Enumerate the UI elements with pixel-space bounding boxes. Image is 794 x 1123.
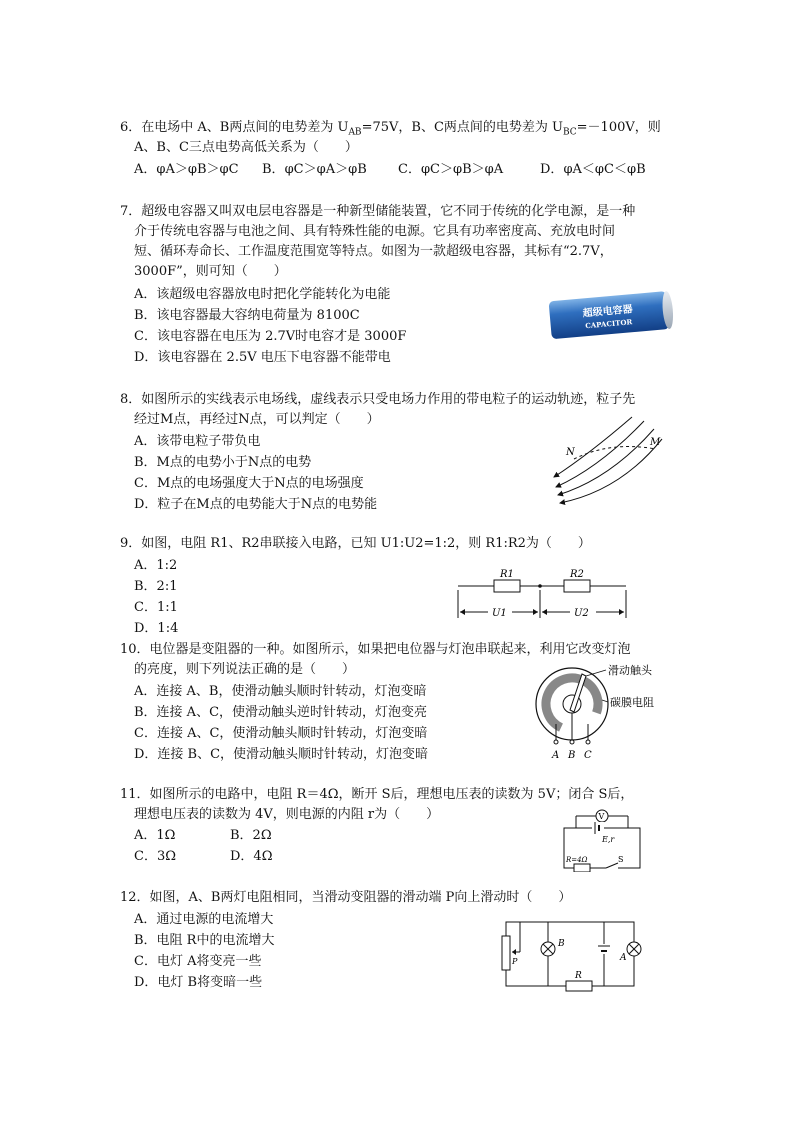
lamp-b-label: B xyxy=(558,939,565,949)
q10-stem-line: 10．电位器是变阻器的一种。如图所示，如果把电位器与灯泡串联起来，利用它改变灯泡 xyxy=(120,642,631,657)
field-line xyxy=(560,439,662,503)
slider-label: 滑动触头 xyxy=(608,664,652,677)
option-text: φA＞φB＞φC xyxy=(156,162,239,177)
q8-option-d[interactable]: D．粒子在M点的电势能大于N点的电势能 xyxy=(134,497,378,512)
q8-option-a[interactable]: A．该带电粒子带负电 xyxy=(134,434,261,449)
option-label: D． xyxy=(540,162,564,177)
resistor-r2 xyxy=(564,580,590,592)
q6-option-a[interactable] xyxy=(134,160,239,180)
q10-option-d[interactable]: D．连接 B、C，使滑动触头顺时针转动，灯泡变暗 xyxy=(134,747,429,762)
rheostat-slider xyxy=(512,949,516,955)
resistor-r1 xyxy=(494,580,520,592)
q10-stem-line: 的亮度，则下列说法正确的是（ ） xyxy=(134,662,356,677)
q6-stem-part: 6．在电场中 A、B两点间的电势差为 U xyxy=(120,120,349,135)
q9-option-d[interactable]: D．1:4 xyxy=(134,621,179,636)
potentiometer-diagram xyxy=(530,660,690,762)
option-text: φC＞φA＞φB xyxy=(284,162,367,177)
q10-option-c[interactable]: C．连接 A、C，使滑动触头顺时针转动，灯泡变暗 xyxy=(134,726,428,741)
terminal-b-label: B xyxy=(568,750,576,761)
q12-option-a[interactable]: A．通过电源的电流增大 xyxy=(134,912,274,927)
rheostat xyxy=(502,936,510,970)
resistor-r xyxy=(566,981,592,991)
q9-option-c[interactable]: C．1:1 xyxy=(134,600,178,615)
q11-option-b[interactable]: B．2Ω xyxy=(230,828,272,843)
lamp-a-label: A xyxy=(620,953,627,963)
capacitor-label-en: CAPACITOR xyxy=(584,317,633,331)
resistor-r xyxy=(574,864,590,872)
slider-p-label: P xyxy=(512,957,518,966)
q12-option-c[interactable]: C．电灯 A将变亮一些 xyxy=(134,954,262,969)
q9-option-a[interactable]: A．1:2 xyxy=(134,558,178,573)
q12-option-b[interactable]: B．电阻 R中的电流增大 xyxy=(134,933,275,948)
q11-option-a[interactable]: A．1Ω xyxy=(134,828,176,843)
q7-stem-line: 7．超级电容器又叫双电层电容器是一种新型储能装置，它不同于传统的化学电源，是一种 xyxy=(120,204,636,219)
q6-option-b[interactable] xyxy=(262,160,367,180)
q11-option-d[interactable]: D．4Ω xyxy=(230,849,273,864)
option-label: A． xyxy=(134,162,157,177)
q6-stem-sub: BC xyxy=(562,127,577,138)
electric-field-diagram xyxy=(540,415,670,505)
u2-label: U2 xyxy=(574,608,589,619)
q11-stem-line: 11．如图所示的电路中，电阻 R＝4Ω，断开 S后，理想电压表的读数为 5V；闭合 S后， xyxy=(120,787,634,802)
film-label: 碳膜电阻 xyxy=(610,696,654,709)
resistor-label: R=4Ω xyxy=(566,856,588,864)
q7-stem-line: 3000F”，则可知（ ） xyxy=(134,264,287,279)
point-n-label: N xyxy=(566,447,575,458)
terminal-c-label: C xyxy=(584,750,592,761)
q9-stem: 9．如图，电阻 R1、R2串联接入电路，已知 U1:U2=1:2，则 R1:R2为（ ） xyxy=(120,536,591,551)
option-text: φC＞φB＞φA xyxy=(420,162,504,177)
option-label: B． xyxy=(262,162,285,177)
q8-stem-line: 8．如图所示的实线表示电场线，虚线表示只受电场力作用的带电粒子的运动轨迹，粒子先 xyxy=(120,392,636,407)
q7-option-b[interactable]: B．该电容器最大容纳电荷量为 8100C xyxy=(134,308,360,323)
q8-stem-line: 经过M点，再经过N点，可以判定（ ） xyxy=(134,412,380,427)
q6-stem-line2: A、B、C三点电势高低关系为（ ） xyxy=(134,140,358,155)
q7-stem-line: 短、循环寿命长、工作温度范围宽等特点。如图为一款超级电容器，其标有“2.7V， xyxy=(134,244,613,259)
q6-stem-part: =－100V，则 xyxy=(576,120,661,135)
q11-circuit-diagram xyxy=(558,808,648,872)
q6-option-c[interactable] xyxy=(398,160,503,180)
q7-option-c[interactable]: C．该电容器在电压为 2.7V时电容才是 3000F xyxy=(134,329,407,344)
r1-label: R1 xyxy=(500,569,514,580)
q6-stem-sub: AB xyxy=(348,127,362,138)
q6-stem-part: =75V，B、C两点间的电势差为 U xyxy=(361,120,563,135)
voltmeter-label: V xyxy=(598,812,605,821)
option-label: C． xyxy=(398,162,421,177)
q11-stem-line: 理想电压表的读数为 4V，则电源的内阻 r为（ ） xyxy=(134,807,440,822)
resistor-r-label: R xyxy=(575,971,582,981)
q12-stem: 12．如图，A、B两灯电阻相同，当滑动变阻器的滑动端 P向上滑动时（ ） xyxy=(120,890,572,905)
q8-option-b[interactable]: B．M点的电势小于N点的电势 xyxy=(134,455,312,470)
r2-label: R2 xyxy=(570,569,584,580)
capacitor-label-cn: 超级电容器 xyxy=(582,304,634,320)
q10-option-b[interactable]: B．连接 A、C，使滑动触头逆时针转动，灯泡变亮 xyxy=(134,705,428,720)
q11-option-c[interactable]: C．3Ω xyxy=(134,849,176,864)
q6-option-d[interactable] xyxy=(540,160,646,180)
supercapacitor-photo xyxy=(546,286,676,344)
q12-option-d[interactable]: D．电灯 B将变暗一些 xyxy=(134,975,263,990)
point-m-label: M xyxy=(650,437,661,448)
series-resistor-diagram xyxy=(452,566,632,624)
q7-option-d[interactable]: D．该电容器在 2.5V 电压下电容器不能带电 xyxy=(134,350,391,365)
q7-option-a[interactable]: A．该超级电容器放电时把化学能转化为电能 xyxy=(134,287,391,302)
q7-stem-line: 介于传统电容器与电池之间、具有特殊性能的电源。它具有功率密度高、充放电时间 xyxy=(134,224,616,239)
switch-label: S xyxy=(618,855,624,864)
q12-circuit-diagram xyxy=(500,916,650,996)
terminal-a-label: A xyxy=(552,750,560,761)
q9-option-b[interactable]: B．2:1 xyxy=(134,579,178,594)
q10-option-a[interactable]: A．连接 A、B，使滑动触头顺时针转动，灯泡变暗 xyxy=(134,684,427,699)
q8-option-c[interactable]: C．M点的电场强度大于N点的电场强度 xyxy=(134,476,364,491)
option-text: φA＜φC＜φB xyxy=(563,162,646,177)
source-label: E,r xyxy=(602,835,615,844)
u1-label: U1 xyxy=(492,608,507,619)
